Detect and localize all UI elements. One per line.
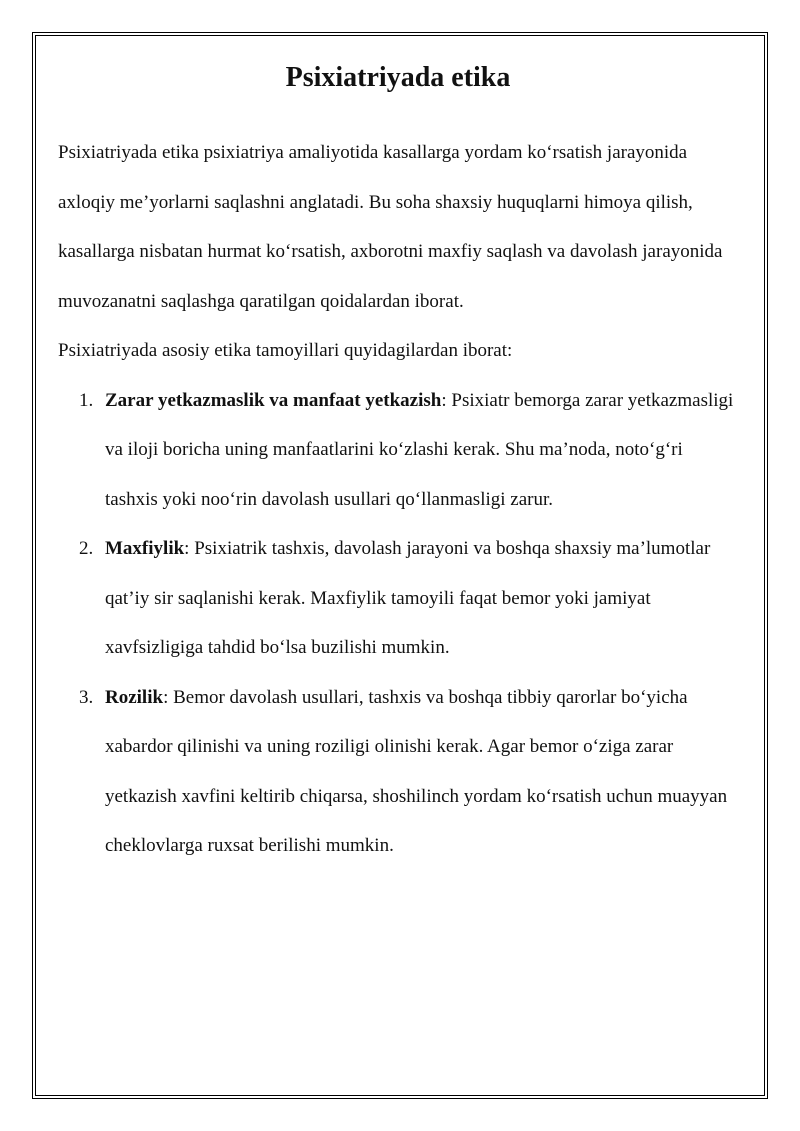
principle-term: Maxfiylik — [105, 538, 185, 559]
document-body — [58, 58, 738, 871]
principle-text: : Psixiatr bemorga zarar yetkazmasligi va iloji boricha uning manfaatlarini ko‘zlashi kerak. Shu ma’noda, noto‘g‘ri tashxis yoki noo‘rin davolash usullari qo‘llanmasligi zarur. — [105, 389, 734, 510]
list-item-number: 3. — [79, 686, 94, 708]
list-lead-paragraph: Psixiatriyada asosiy etika tamoyillari quyidagilardan iborat: — [58, 340, 513, 361]
list-item — [58, 376, 738, 525]
principle-term: Rozilik — [105, 686, 164, 708]
principle-text: : Bemor davolash usullari, tashxis va boshqa tibbiy qarorlar bo‘yicha xabardor qilinishi va uning roziligi olinishi kerak. Agar bemor o‘ziga zarar yetkazish xavfini keltirib chiqarsa, shoshilinch yordam ko‘rsatish uchun muayyan cheklovlarga ruxsat berilishi mumkin. — [105, 686, 728, 856]
intro-paragraph: Psixiatriyada etika psixiatriya amaliyotida kasallarga yordam ko‘rsatish jarayonida axloqiy me’yorlarni saqlashni anglatadi. Bu soha shaxsiy huquqlarni himoya qilish, kasallarga nisbatan hurmat ko‘rsatish, axborotni maxfiy saqlash va davolash jarayonida muvozanatni saqlashga qaratilgan qoidalardan iborat. — [58, 142, 723, 312]
principles-list — [58, 376, 738, 871]
principle-term: Zarar yetkazmaslik va manfaat yetkazish — [105, 389, 442, 411]
list-item — [58, 524, 738, 673]
principle-text: : Psixiatrik tashxis, davolash jarayoni va boshqa shaxsiy ma’lumotlar qat’iy sir saqlanishi kerak. Maxfiylik tamoyili faqat bemor yoki jamiyat xavfsizligiga tahdid bo‘lsa buzilishi mumkin. — [105, 538, 711, 658]
list-item — [58, 673, 738, 871]
list-item-number: 1. — [79, 389, 94, 411]
list-item-number: 2. — [79, 538, 94, 559]
document-title: Psixiatriyada etika — [285, 62, 511, 93]
